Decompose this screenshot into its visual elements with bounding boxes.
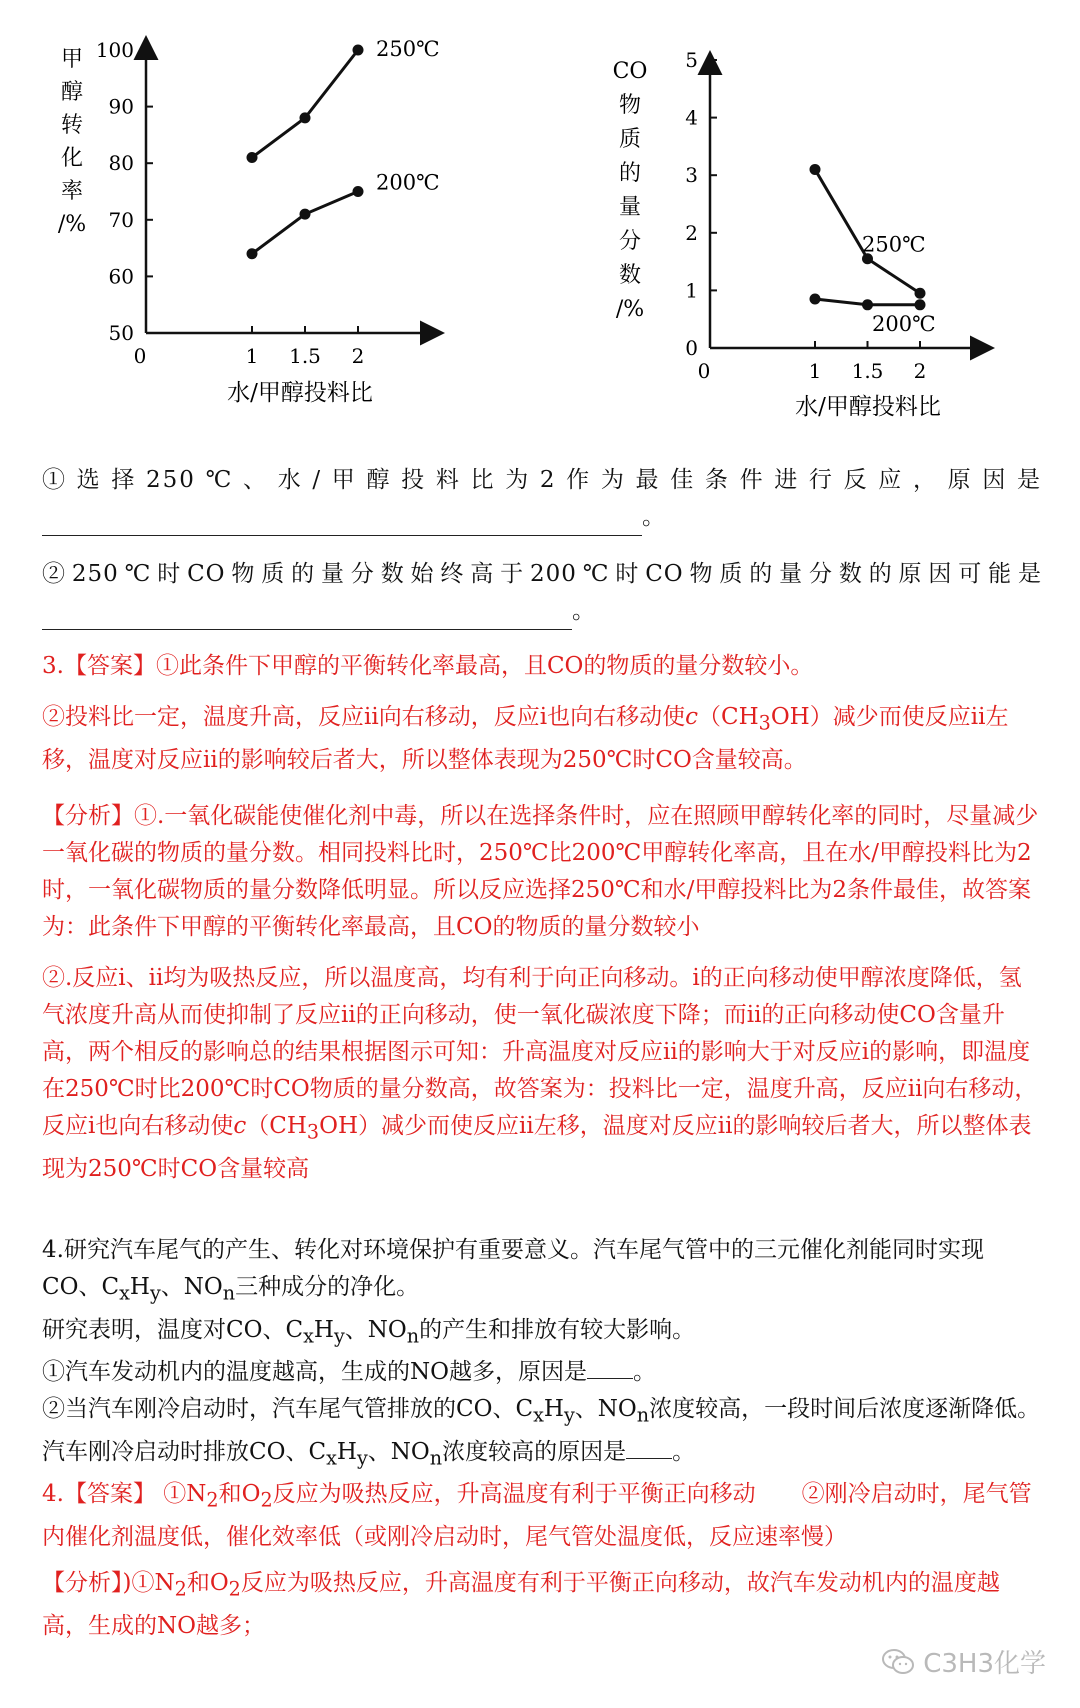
y-tick-label: 80 [108, 151, 134, 176]
subscript: x [326, 1446, 337, 1470]
subscript: n [429, 1446, 443, 1470]
answer-blank [42, 607, 572, 630]
q-text: 三种成分的净化。 [235, 1274, 420, 1300]
co-fraction-chart [590, 0, 1070, 440]
subscript: x [303, 1324, 314, 1348]
subscript: x [533, 1403, 544, 1427]
data-point [247, 152, 258, 163]
y-axis-label-char: 化 [60, 146, 84, 171]
answer-text: ②投料比一定，温度升高，反应ii向右移动，反应i也向右移动使 [42, 704, 686, 730]
q-text: 、NO [344, 1316, 407, 1343]
q-text: 浓度较高的原因是 [442, 1438, 627, 1465]
data-point [247, 248, 258, 259]
analysis-text: 【分析】)①N [42, 1570, 175, 1596]
x-tick-label: 1.5 [289, 344, 321, 368]
series-line [252, 192, 358, 254]
y-axis-label-char: 数 [618, 263, 642, 288]
x-tick-label: 1 [808, 359, 822, 383]
q-text: H [313, 1316, 334, 1343]
subscript: n [636, 1403, 650, 1427]
analysis-text: 反应为吸热反应，升高温度有利于平衡正向移动，故汽车发动机内的温度越高，生成的NO越多； [42, 1570, 1000, 1639]
question-3-2-text: ②250℃时CO物质的量分数始终高于200℃时CO物质的量分数的原因可能是 [42, 561, 1042, 587]
wechat-icon [881, 1648, 915, 1676]
q-text: H [543, 1396, 564, 1423]
question-3-1 [42, 462, 1042, 536]
q-text: H [336, 1438, 357, 1465]
q-text: 、NO [574, 1396, 637, 1423]
y-axis-label-char: 转 [60, 113, 84, 138]
y-axis-label-char: 物 [618, 93, 642, 118]
x-tick-label: 2 [913, 359, 927, 383]
subscript: n [406, 1324, 420, 1348]
y-tick-labels [96, 38, 153, 345]
concentration-symbol: c [233, 1113, 247, 1139]
y-tick-label: 5 [685, 48, 698, 72]
q-text: 的产生和排放有较大影响。 [419, 1316, 696, 1343]
y-tick-label: 50 [108, 321, 134, 345]
x-axis-label: 水/甲醇投料比 [795, 394, 941, 420]
y-axis-label [613, 59, 648, 322]
q-text: ②当汽车刚冷启动时，汽车尾气管排放的CO、C [42, 1396, 534, 1423]
y-tick-label: 1 [685, 278, 698, 303]
data-point [300, 112, 311, 123]
data-point [353, 186, 364, 197]
subscript: 3 [306, 1120, 320, 1144]
q-text: 、NO [160, 1274, 223, 1300]
series-line [252, 50, 358, 158]
x-tick-label: 0 [697, 359, 711, 383]
series-label: 250℃ [376, 37, 440, 61]
data-point [915, 288, 926, 299]
subscript: y [356, 1446, 368, 1470]
y-tick-label: 100 [95, 38, 134, 62]
analysis-text: （CH [246, 1113, 307, 1139]
q-text: 。 [672, 1438, 696, 1465]
y-tick-label: 60 [108, 264, 134, 289]
methanol-conversion-chart [0, 0, 540, 440]
answer-4 [42, 1476, 1042, 1556]
y-axis-label-char: 率 [60, 179, 84, 204]
subscript: y [563, 1403, 575, 1427]
answer-blank [626, 1436, 672, 1459]
data-point [915, 299, 926, 310]
series-label: 200℃ [872, 311, 936, 336]
data-point [353, 45, 364, 56]
answer-3 [42, 648, 1042, 779]
y-tick-label: 70 [108, 207, 134, 232]
y-axis-label-char: CO [612, 59, 648, 84]
q-text: 、NO [367, 1438, 430, 1465]
answer-3-part2 [42, 699, 1042, 779]
subscript: y [333, 1324, 345, 1348]
subscript: y [149, 1281, 161, 1305]
y-axis-label-char: 的 [618, 161, 642, 186]
q-text: 浓度较高，一段时间后浓度逐渐降低。汽车刚冷启动时排放CO、C [42, 1396, 1041, 1465]
question-4-research [42, 1312, 1042, 1355]
y-tick-label: 90 [108, 94, 134, 119]
data-point [810, 294, 821, 305]
data-point [300, 209, 311, 220]
question-3-1-text: ①选择250℃、水/甲醇投料比为2作为最佳条件进行反应，原因是 [42, 467, 1042, 493]
series-group [247, 37, 440, 259]
y-axis-label-char: 分 [618, 229, 642, 254]
question-end-mark: 。 [572, 598, 595, 624]
question-4-intro [42, 1232, 1042, 1312]
y-axis-label [58, 47, 86, 237]
y-tick-label: 4 [685, 105, 698, 130]
series-group [810, 164, 936, 336]
q-text: 研究表明，温度对CO、C [42, 1316, 304, 1343]
q-text: 4.研究汽车尾气的产生、转化对环境保护有重要意义。汽车尾气管中的三元催化剂能同时实现CO、C [42, 1237, 984, 1300]
y-axis-label-char: 甲 [60, 47, 84, 72]
answer-text: 反应为吸热反应，升高温度有利于平衡正向移动 ②刚冷启动时，尾气管内催化剂温度低，催化效率低（或刚冷启动时，尾气管处温度低，反应速率慢） [42, 1481, 1032, 1550]
answer-blank [42, 513, 642, 536]
answer-text: （CH [697, 704, 759, 730]
question-3-2 [42, 556, 1042, 630]
y-axis-label-char: 醇 [60, 80, 84, 105]
analysis-3-p2 [42, 960, 1042, 1188]
subscript: 3 [758, 711, 771, 735]
y-tick-label: 3 [685, 163, 698, 188]
answer-blank [587, 1356, 633, 1379]
data-point [862, 299, 873, 310]
subscript: 2 [228, 1577, 241, 1601]
q-text: H [129, 1274, 150, 1300]
analysis-text: ②.反应i、ii均为吸热反应，所以温度高，均有利于向正向移动。i的正向移动使甲醇浓度降低，氢气浓度升高从而使抑制了反应ii的正向移动，使一氧化碳浓度下降；而ii的正向移动使CO含量升高，两个相反的影响总的结果根据图示可知：升高温度对反应ii的影响大于对反应i的影响，即温度在250℃时比200℃时CO物质的量分数高，故答案为：投料比一定，温度升高，反应ii向右移动，反应i也向右移动使 [42, 965, 1038, 1139]
subscript: 2 [206, 1488, 219, 1512]
analysis-3-p1: 【分析】①.一氧化碳能使催化剂中毒，所以在选择条件时，应在照顾甲醇转化率的同时，尽量减少一氧化碳的物质的量分数。相同投料比时，250℃比200℃甲醇转化率高，且在水/甲醇投料比为2时，一氧化碳物质的量分数降低明显。所以反应选择250℃和水/甲醇投料比为2条件最佳，故答案为：此条件下甲醇的平衡转化率最高，且CO的物质的量分数较小 [42, 803, 1039, 940]
series-label: 250℃ [862, 232, 926, 257]
y-axis-label-char: /% [57, 212, 87, 237]
answer-text: 4.【答案】 ①N [42, 1481, 207, 1507]
data-point [810, 164, 821, 175]
subscript: 2 [174, 1577, 187, 1601]
q-text: 。 [632, 1359, 656, 1386]
analysis-text: OH）减少而使反应ii左移，温度对反应ii的影响较后者大，所以整体表现为250℃时CO含量较高 [42, 1113, 1032, 1182]
question-4-1 [42, 1354, 1042, 1391]
x-tick-label: 0 [133, 344, 147, 368]
y-tick-label: 2 [685, 220, 698, 245]
watermark [881, 1643, 1046, 1680]
y-tick-label: 0 [685, 336, 698, 360]
analysis-text: 和O [186, 1570, 229, 1596]
concentration-symbol: c [685, 704, 698, 730]
x-axis-label: 水/甲醇投料比 [227, 380, 373, 406]
answer-3-line1: 3.【答案】①此条件下甲醇的平衡转化率最高，且CO的物质的量分数较小。 [42, 653, 814, 679]
answer-text: 和O [218, 1481, 261, 1507]
subscript: x [119, 1281, 130, 1305]
x-tick-label: 2 [351, 344, 365, 368]
analysis-4 [42, 1565, 1042, 1645]
answer-text: OH）减少而使反应ii左移，温度对反应ii的影响较后者大，所以整体表现为250℃时CO含量较高。 [42, 704, 1009, 773]
y-axis-label-char: 量 [618, 195, 642, 220]
y-axis-label-char: 质 [618, 127, 642, 152]
subscript: n [222, 1281, 236, 1305]
question-4 [42, 1232, 1042, 1476]
x-tick-label: 1 [245, 344, 259, 368]
y-axis-label-char: /% [615, 297, 645, 322]
x-tick-label: 1.5 [851, 359, 884, 383]
subscript: 2 [260, 1488, 273, 1512]
y-tick-labels [685, 48, 717, 360]
question-4-2 [42, 1391, 1042, 1476]
series-label: 200℃ [376, 170, 440, 195]
q-text: ①汽车发动机内的温度越高，生成的NO越多，原因是 [42, 1359, 587, 1386]
question-end-mark: 。 [642, 504, 665, 530]
analysis-3 [42, 798, 1042, 1188]
watermark-text: C3H3化学 [923, 1649, 1046, 1679]
